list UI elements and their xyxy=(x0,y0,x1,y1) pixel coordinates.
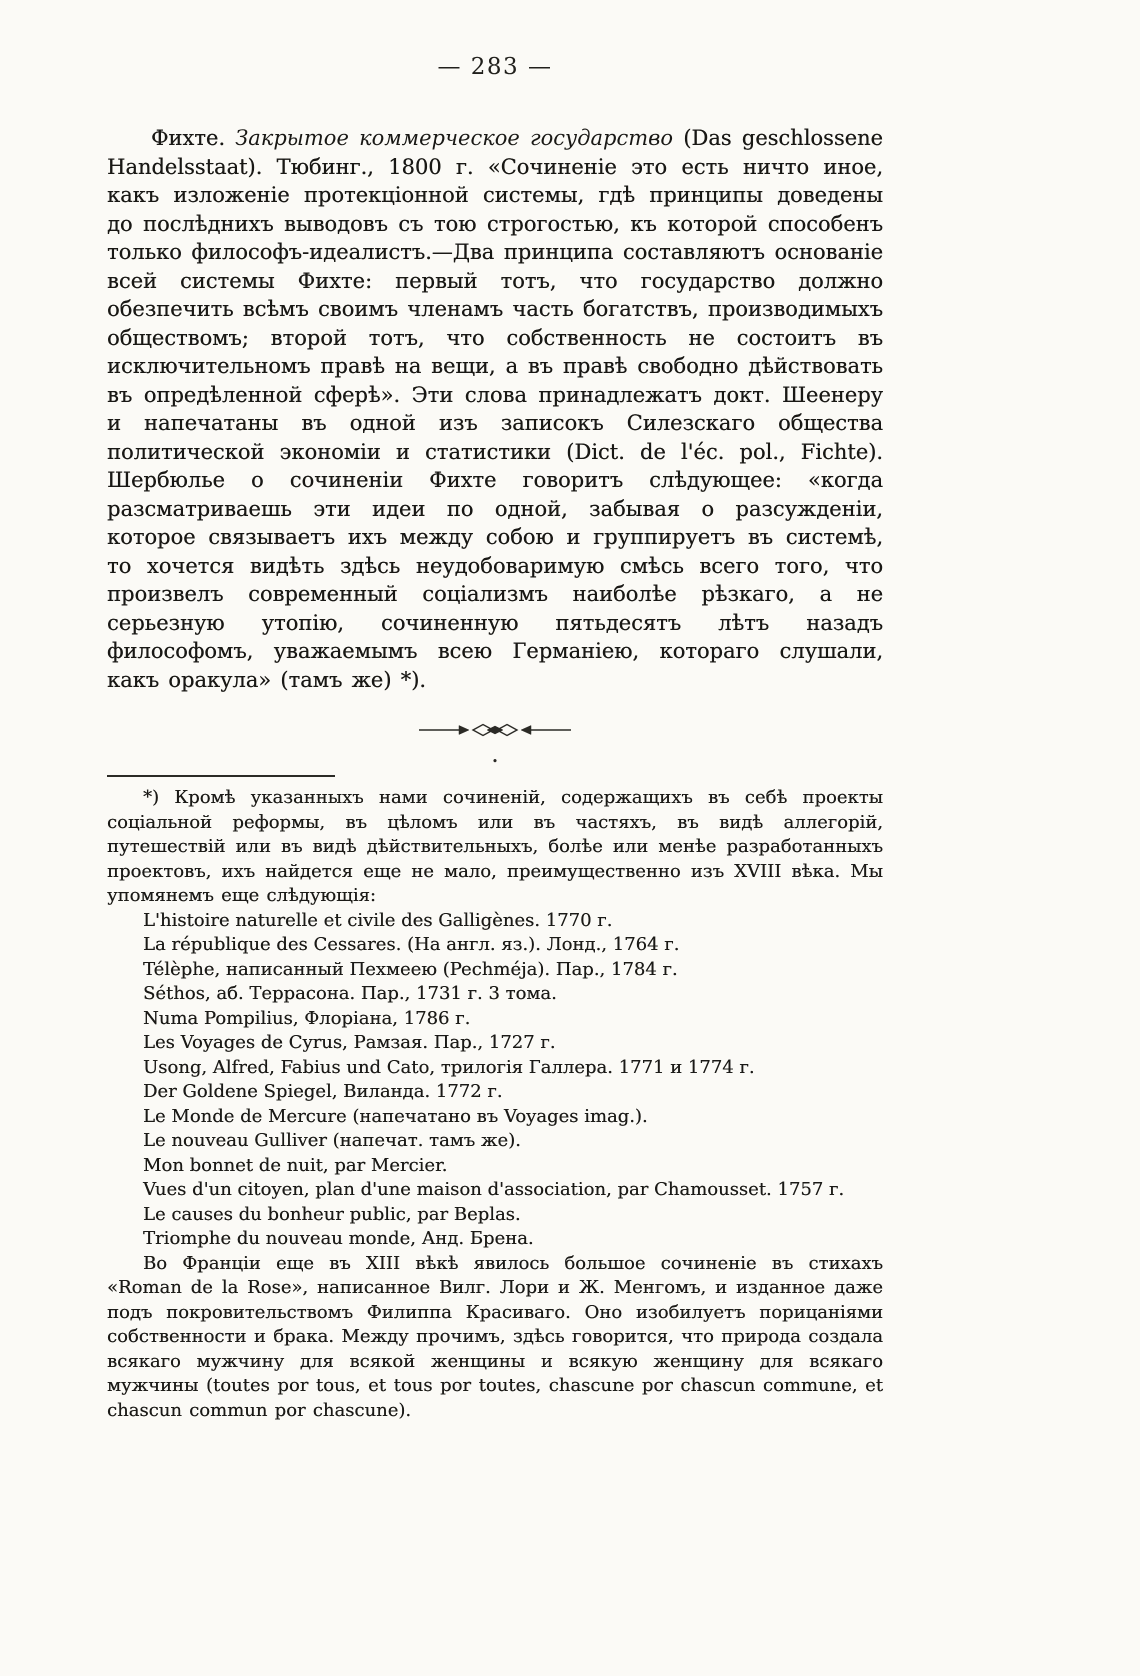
footnote-intro: *) Кромѣ указанныхъ нами сочиненій, содержащихъ въ себѣ проекты соціальной реформы, въ цѣломъ или въ частяхъ, въ видѣ аллегорій, путешествій или въ видѣ дѣйствительныхъ, болѣе или менѣе разработанныхъ проектовъ, ихъ найдется еще не мало, преимущественно изъ XVIII вѣка. Мы упомянемъ еще слѣдующія: xyxy=(107,787,883,906)
footnote-list-item: L'histoire naturelle et civile des Galligènes. 1770 г. xyxy=(143,909,613,931)
author-name: Фихте. xyxy=(151,126,225,150)
footnote-list-item: Der Goldene Spiegel, Виланда. 1772 г. xyxy=(143,1081,503,1102)
small-dot-ornament: • xyxy=(491,755,499,768)
footnote-list-item: Séthos, аб. Террасона. Пар., 1731 г. 3 тома. xyxy=(143,983,557,1004)
footnote-list-item: Les Voyages de Cyrus, Рамзая. Пар., 1727 г. xyxy=(143,1032,556,1053)
footnote-list-item: Télèphe, написанный Пехмеею (Pechméja). Пар., 1784 г. xyxy=(143,958,678,980)
section-divider xyxy=(107,722,883,742)
footnote-closing-paragraph: Во Франціи еще въ XIII вѣкѣ явилось большое сочиненіе въ стихахъ «Roman de la Rose», написанное Вилг. Лори и Ж. Менгомъ, и изданное даже подъ покровительствомъ Филиппа Красиваго. Оно изобилуетъ порицаніями собственности и брака. Между прочимъ, здѣсь говорится, что природа создала всякаго мужчину для всякой женщины и всякую женщину для всякаго мужчины (toutes por tous, et tous por toutes, chascune por chascun commune, et chascun commun por chascune). xyxy=(107,1252,883,1421)
footnote-list-item: La république des Cessares. (На англ. яз.). Лонд., 1764 г. xyxy=(143,934,680,955)
footnote-list-item: Mon bonnet de nuit, par Mercier. xyxy=(143,1154,448,1176)
footnote-list-item: Le causes du bonheur public, par Beplas. xyxy=(143,1203,521,1225)
footnote-list-item: Le nouveau Gulliver (напечат. тамъ же). xyxy=(143,1130,521,1151)
scanned-book-page xyxy=(107,0,883,1423)
diamond-rule-divider-icon xyxy=(417,722,573,738)
footnote-list-item: Vues d'un citoyen, plan d'une maison d'association, par Chamousset. 1757 г. xyxy=(143,1179,845,1200)
page-number: — 283 — xyxy=(437,54,553,80)
footnote-list-item: Numa Pompilius, Флоріана, 1786 г. xyxy=(143,1007,471,1029)
footnote-separator-rule xyxy=(107,775,335,777)
footnote-list-item: Triomphe du nouveau monde, Анд. Брена. xyxy=(143,1228,534,1249)
footnote-section xyxy=(107,775,883,1423)
main-paragraph xyxy=(107,124,883,694)
footnote-list-item: Le Monde de Mercure (напечатано въ Voyages imag.). xyxy=(143,1105,648,1127)
work-title: Закрытое коммерческое государство xyxy=(235,126,674,150)
footnote-list-item: Usong, Alfred, Fabius und Cato, трилогія Галлера. 1771 и 1774 г. xyxy=(143,1056,755,1078)
paragraph-body-text: (Das geschlossene Handelsstaat). Тюбинг., 1800 г. «Сочиненіе это есть ничто иное, какъ изложеніе протекціонной системы, гдѣ принципы доведены до послѣднихъ выводовъ съ тою строгостью, къ которой способенъ только философъ-идеалистъ.—Два принципа составляютъ основаніе всей системы Фихте: первый тотъ, что государство должно обезпечить всѣмъ своимъ членамъ часть богатствъ, производимыхъ обществомъ; второй тотъ, что собственность не состоитъ въ исключительномъ правѣ на вещи, а въ правѣ свободно дѣйствовать въ опредѣленной сферѣ». Эти слова принадлежатъ докт. Шеенеру и напечатаны въ одной изъ записокъ Силезскаго общества политической экономіи и статистики (Dict. de l'éc. pol., Fichte). Шербюлье о сочиненіи Фихте говоритъ слѣдующее: «когда разсматриваешь эти идеи по одной, забывая о разсужденіи, которое связываетъ ихъ между собою и группируетъ въ системѣ, то хочется видѣть здѣсь неудобоваримую смѣсь всего того, что произвелъ современный соціализмъ наиболѣе рѣзкаго, а не серьезную утопію, сочиненную пятьдесятъ лѣтъ назадъ философомъ, уважаемымъ всею Германіею, котораго слушали, какъ оракула» (тамъ же) *). xyxy=(107,126,883,692)
footnote-book-list xyxy=(107,909,883,1252)
